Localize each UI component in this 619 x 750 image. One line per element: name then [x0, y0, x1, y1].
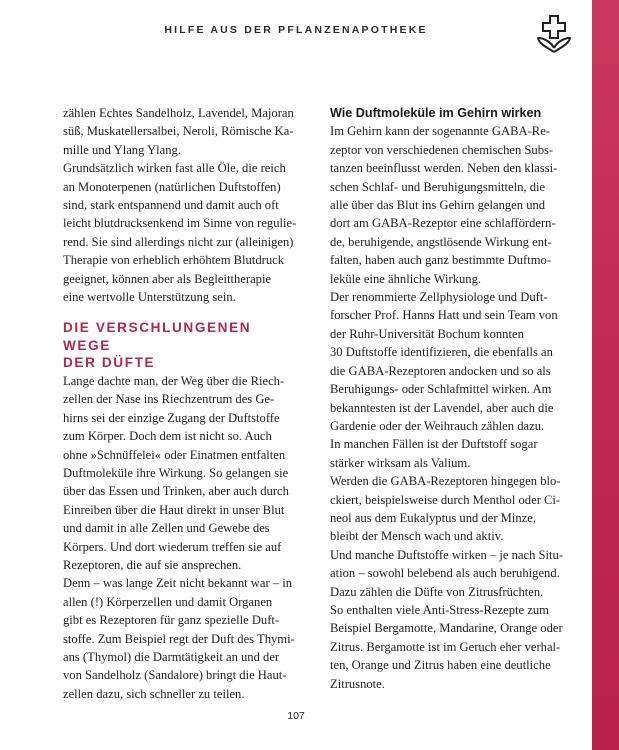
text-line: stoffe. Zum Beispiel regt der Duft des Thymi-	[63, 631, 295, 646]
text-line: Therapie von erheblich erhöhtem Blutdruck	[63, 253, 285, 268]
left-column	[63, 104, 299, 703]
cross-heart-icon	[536, 14, 572, 54]
text-line: rend. Sie sind allerdings nicht zur (alleinigen)	[63, 234, 294, 249]
text-line: tanzen beeinflusst werden. Neben den klassi-	[330, 161, 558, 176]
text-line: ckiert, beispielsweise durch Menthol oder Ci-	[330, 492, 561, 507]
text-line: stärker wirksam als Valium.	[330, 455, 471, 470]
section-heading-line: DER DÜFTE	[63, 355, 156, 371]
text-line: Körpers. Und dort wiederum treffen sie auf	[63, 539, 282, 554]
text-line: Beruhigungs- oder Schlafmittel wirken. Am	[330, 382, 552, 397]
text-line: alle über das Blut ins Gehirn gelangen und	[330, 198, 546, 213]
paragraph	[330, 288, 566, 472]
text-line: zellen der Nase ins Riechzentrum des Ge-	[63, 392, 275, 407]
text-line: ans (Thymol) die Darmtätigkeit an und der	[63, 650, 280, 665]
text-line: mille und Ylang Ylang.	[63, 142, 181, 157]
text-line: Der renommierte Zellphysiologe und Duft-	[330, 290, 548, 305]
text-line: geeignet, können aber als Begleittherapie	[63, 271, 272, 286]
text-line: sind, stark entspannend und damit auch oft	[63, 198, 279, 213]
text-line: Lange dachte man, der Weg über die Riech-	[63, 373, 285, 388]
text-line: von Sandelholz (Sandalore) bringt die Haut-	[63, 668, 287, 683]
text-line: Beispiel Bergamotte, Mandarine, Orange oder	[330, 621, 563, 636]
text-line: de, beruhigende, angstlösende Wirkung ent-	[330, 234, 552, 249]
text-line: dort am GABA-Rezeptor eine schlaffördern-	[330, 216, 556, 231]
text-line: leicht blutdrucksenkend im Sinne von regulie-	[63, 216, 297, 231]
text-line: Duftmoleküle ihre Wirkung. So gelangen sie	[63, 466, 289, 480]
text-line: Gardenie oder der Weihrauch zählen dazu.	[330, 418, 545, 433]
page-number: 107	[287, 710, 305, 722]
text-line: eine wertvolle Unterstützung sein.	[63, 290, 236, 305]
section-heading-line: DIE VERSCHLUNGENEN WEGE	[63, 320, 252, 353]
paragraph	[63, 574, 299, 703]
paragraph	[330, 472, 566, 546]
text-line: leküle eine ähnliche Wirkung.	[330, 271, 482, 286]
paragraph	[330, 122, 566, 288]
text-line: und damit in alle Zellen und Gewebe des	[63, 521, 270, 536]
text-line: ohne »Schnüffelei« oder Einatmen entfalten	[63, 447, 286, 462]
subheading: Wie Duftmoleküle im Gehirn wirken	[330, 106, 542, 120]
text-line: Einreiben über die Haut direkt in unser Blut	[63, 502, 285, 517]
text-line: neol aus dem Eukalyptus und der Minze,	[330, 510, 537, 525]
text-line: die GABA-Rezeptoren andocken und so als	[330, 363, 551, 378]
text-line: süß, Muskatellersalbei, Neroli, Römische Ka-	[63, 124, 294, 139]
right-column	[330, 104, 566, 693]
edge-color-band	[592, 0, 619, 750]
text-line: In manchen Fällen ist der Duftstoff sogar	[330, 437, 538, 452]
text-line: zellen dazu, sich schneller zu teilen.	[63, 686, 245, 701]
paragraph	[63, 104, 299, 159]
paragraph	[63, 372, 299, 574]
paragraph	[63, 159, 299, 306]
text-line: 30 Duftstoffe identifizieren, die ebenfalls an	[330, 345, 553, 360]
text-line: schen Schlaf- und Beruhigungsmitteln, die	[330, 179, 546, 194]
text-line: Zitrusnote.	[330, 676, 385, 691]
text-line: falten, haben auch ganz bestimmte Duftmo-	[330, 253, 552, 268]
text-line: der Ruhr-Universität Bochum konnten	[330, 326, 524, 341]
text-line: über das Essen und Trinken, aber auch durch	[63, 484, 289, 499]
text-line: Rezeptoren, die auf sie ansprechen.	[63, 558, 242, 573]
text-line: So enthalten viele Anti-Stress-Rezepte zum	[330, 602, 549, 617]
text-line: Werden die GABA-Rezeptoren hingegen blo-	[330, 474, 561, 489]
text-line: Und manche Duftstoffe wirken – je nach Situ-	[330, 547, 564, 562]
text-line: Zitrus. Bergamotte ist im Geruch eher verhal-	[330, 639, 561, 654]
text-line: zeptor von verschiedenen chemischen Subs-	[330, 142, 554, 157]
text-line: bekanntesten ist der Lavendel, aber auch die	[330, 400, 554, 415]
text-line: bleibt der Mensch wach und aktiv.	[330, 529, 504, 544]
text-line: an Monoterpenen (natürlichen Duftstoffen)	[63, 179, 281, 194]
text-line: Grundsätzlich wirken fast alle Öle, die reich	[63, 161, 286, 176]
text-line: hirns sei der einzige Zugang der Duftstoffe	[63, 410, 280, 425]
text-line: Dazu zählen die Düfte von Zitrusfrüchten.	[330, 584, 544, 599]
running-head: HILFE AUS DER PFLANZENAPOTHEKE	[164, 24, 428, 36]
paragraph	[330, 546, 566, 693]
text-line: Im Gehirn kann der sogenannte GABA-Re-	[330, 124, 550, 139]
text-line: zum Körper. Doch dem ist nicht so. Auch	[63, 429, 272, 444]
text-line: gibt es Rezeptoren für ganz spezielle Duft-	[63, 613, 280, 628]
text-line: forscher Prof. Hanns Hatt und sein Team von	[330, 308, 558, 323]
text-line: Denn – was lange Zeit nicht bekannt war – in	[63, 576, 293, 591]
text-line: zählen Echtes Sandelholz, Lavendel, Majoran	[63, 106, 294, 120]
text-line: ten, Orange und Zitrus haben eine deutliche	[330, 658, 551, 673]
section-heading	[63, 319, 299, 372]
text-line: ation – sowohl belebend als auch beruhigend.	[330, 566, 560, 581]
text-line: allen (!) Körperzellen und damit Organen	[63, 594, 273, 609]
